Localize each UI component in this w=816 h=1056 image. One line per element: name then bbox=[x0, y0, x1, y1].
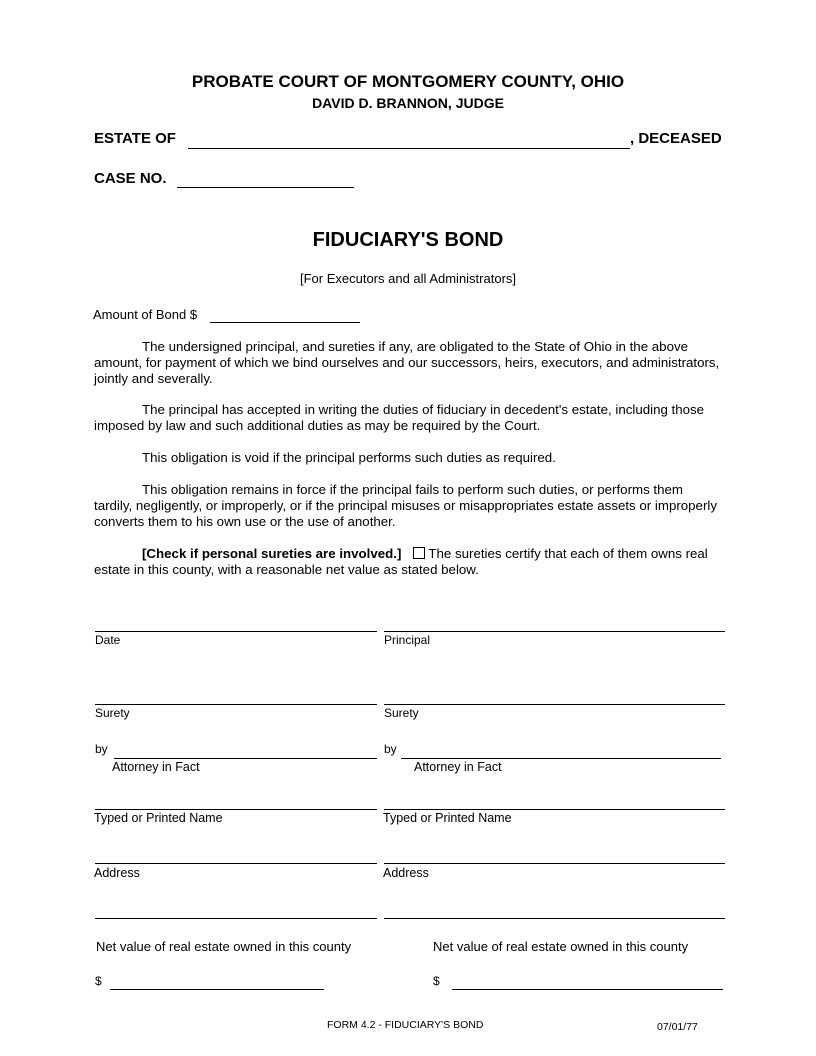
net-value-left-label: Net value of real estate owned in this county bbox=[96, 939, 352, 954]
sureties-checkbox[interactable] bbox=[413, 547, 425, 559]
date-field[interactable] bbox=[95, 631, 377, 632]
judge-name: DAVID D. BRANNON, JUDGE bbox=[312, 95, 504, 111]
attorney-left-label: Attorney in Fact bbox=[112, 760, 200, 774]
form-number: FORM 4.2 - FIDUCIARY'S BOND bbox=[327, 1019, 484, 1031]
by-right-label: by bbox=[384, 742, 397, 756]
net-value-right-field[interactable] bbox=[452, 989, 723, 990]
address-left-field[interactable] bbox=[95, 863, 377, 864]
paragraph-in-force bbox=[94, 482, 720, 530]
paragraph-sureties bbox=[94, 546, 720, 578]
case-no-label: CASE NO. bbox=[94, 170, 167, 187]
paragraph-duties-text: The principal has accepted in writing the duties of fiduciary in decedent's estate, including those imposed by law and such additional duties as may be required by the Court. bbox=[94, 402, 705, 433]
address-right-field[interactable] bbox=[384, 863, 725, 864]
typed-name-right-field[interactable] bbox=[384, 809, 725, 810]
net-value-left-field[interactable] bbox=[110, 989, 324, 990]
address-right-line2-field[interactable] bbox=[384, 918, 725, 919]
dollar-right-label: $ bbox=[433, 974, 440, 988]
estate-name-field[interactable] bbox=[188, 148, 630, 149]
paragraph-void bbox=[94, 450, 720, 466]
surety-right-signature-field[interactable] bbox=[384, 704, 725, 705]
surety-left-label: Surety bbox=[95, 706, 130, 720]
principal-signature-field[interactable] bbox=[384, 631, 725, 632]
court-title: PROBATE COURT OF MONTGOMERY COUNTY, OHIO bbox=[191, 72, 625, 91]
paragraph-duties bbox=[94, 402, 720, 434]
attorney-left-field[interactable] bbox=[114, 758, 377, 759]
check-sureties-label: [Check if personal sureties are involved.] bbox=[142, 546, 402, 561]
paragraph-obligation bbox=[94, 339, 720, 387]
amount-field[interactable] bbox=[210, 322, 360, 323]
principal-label: Principal bbox=[384, 633, 431, 647]
by-left-label: by bbox=[95, 742, 108, 756]
surety-right-label: Surety bbox=[384, 706, 419, 720]
estate-label: ESTATE OF bbox=[94, 130, 176, 147]
paragraph-in-force-text: This obligation remains in force if the principal fails to perform such duties, or performs them tardily, negligently, or improperly, or if the principal misuses or misappropriates estate assets or improperly converts them to his own use or the use of another. bbox=[94, 482, 717, 529]
amount-label: Amount of Bond $ bbox=[93, 307, 198, 322]
typed-name-right-label: Typed or Printed Name bbox=[383, 811, 512, 825]
typed-name-left-label: Typed or Printed Name bbox=[94, 811, 223, 825]
address-left-line2-field[interactable] bbox=[95, 918, 377, 919]
form-date: 07/01/77 bbox=[657, 1021, 698, 1033]
address-right-label: Address bbox=[383, 866, 429, 880]
attorney-right-field[interactable] bbox=[401, 758, 721, 759]
paragraph-void-text: This obligation is void if the principal performs such duties as required. bbox=[142, 450, 556, 465]
paragraph-sureties-text: The sureties certify that each of them owns real estate in this county, with a reasonable net value as stated below. bbox=[94, 546, 708, 577]
address-left-label: Address bbox=[94, 866, 140, 880]
typed-name-left-field[interactable] bbox=[95, 809, 377, 810]
form-subtitle: [For Executors and all Administrators] bbox=[299, 271, 517, 286]
deceased-label: , DECEASED bbox=[630, 130, 722, 147]
form-title: FIDUCIARY'S BOND bbox=[312, 229, 504, 251]
surety-left-signature-field[interactable] bbox=[95, 704, 377, 705]
attorney-right-label: Attorney in Fact bbox=[414, 760, 502, 774]
net-value-right-label: Net value of real estate owned in this county bbox=[433, 939, 689, 954]
case-no-field[interactable] bbox=[177, 187, 354, 188]
date-label: Date bbox=[95, 633, 121, 647]
dollar-left-label: $ bbox=[95, 974, 102, 988]
paragraph-obligation-text: The undersigned principal, and sureties if any, are obligated to the State of Ohio in the above amount, for payment of which we bind ourselves and our successors, heirs, executors, and administrators, jointly and severally. bbox=[94, 339, 720, 386]
